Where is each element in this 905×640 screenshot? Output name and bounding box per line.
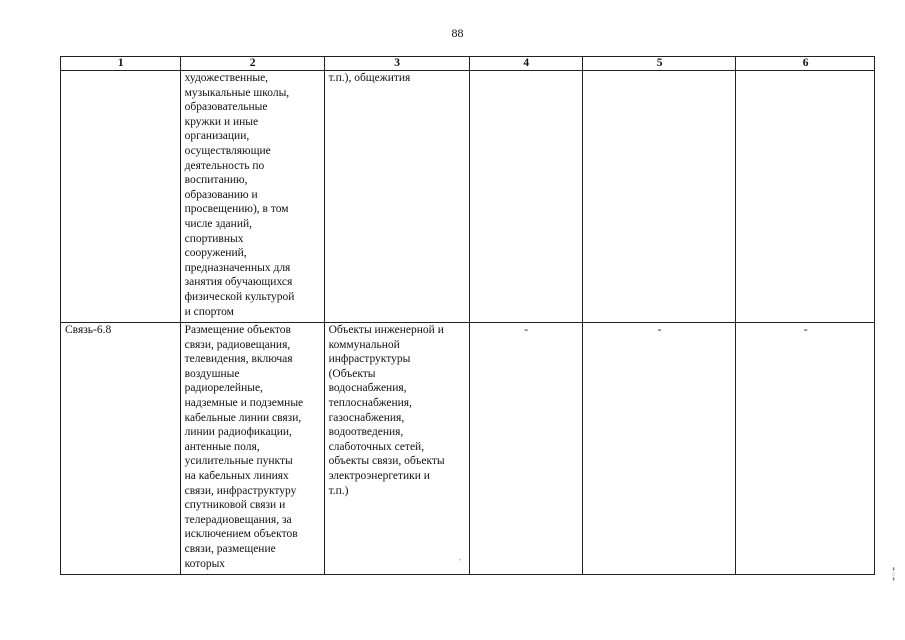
cell-text-line: кабельные линии связи, (184, 411, 302, 424)
scan-edge-mark: ▮▯▮ (891, 566, 896, 581)
cell-text-line: водоснабжения, (328, 382, 407, 395)
cell-text-line: образовательные (184, 101, 268, 114)
cell-text-line: числе зданий, (184, 217, 252, 230)
page-number: 88 (451, 26, 464, 40)
row1-col3-cell (324, 71, 469, 323)
document-table (60, 56, 875, 575)
column-header-4: 4 (469, 57, 582, 71)
row1-col2-cell (180, 71, 324, 323)
row2-col4-cell: - (469, 323, 582, 575)
scan-speck: ˋ (459, 558, 462, 567)
cell-text-line: деятельность по (184, 159, 265, 172)
row1-col4-cell (469, 71, 582, 323)
column-header-3: 3 (324, 57, 469, 71)
cell-text-line: (Объекты (328, 367, 376, 380)
cell-text-line: усилительные пункты (184, 455, 293, 468)
cell-text-line: физической культурой (184, 290, 295, 303)
cell-text-line: т.п.) (328, 484, 349, 497)
cell-text-line: Размещение объектов (184, 324, 291, 336)
cell-text-line: воздушные (184, 367, 240, 380)
cell-text-line: Объекты инженерной и (328, 324, 444, 336)
cell-text-line: надземные и подземные (184, 396, 304, 409)
cell-text-line: кружки и иные (184, 115, 259, 128)
cell-text-line: т.п.), общежития (328, 72, 411, 84)
cell-text-line: слаботочных сетей, (328, 440, 425, 453)
cell-text-line: газоснабжения, (328, 411, 405, 424)
cell-text-line: исключением объектов (184, 528, 298, 541)
row1-col6-cell (736, 71, 875, 323)
cell-text-line: инфраструктуры (328, 353, 411, 366)
row2-col2-cell (180, 323, 324, 575)
cell-text-line: художественные, (184, 72, 269, 84)
cell-text-line: музыкальные школы, (184, 86, 290, 99)
cell-text-line: спортивных (184, 232, 244, 245)
cell-text-line: телерадиовещания, за (184, 513, 292, 526)
cell-text-line: воспитанию, (184, 174, 248, 187)
column-header-5: 5 (582, 57, 735, 71)
table-row (61, 71, 875, 323)
cell-text-line: занятия обучающихся (184, 276, 293, 289)
cell-text-line: и спортом (184, 305, 234, 318)
cell-text-line: спутниковой связи и (184, 499, 286, 512)
row1-col5-cell (582, 71, 735, 323)
cell-text-line: осуществляющие (184, 144, 271, 157)
cell-text-line: электроэнергетики и (328, 469, 430, 482)
cell-text-line: связи, размещение (184, 542, 276, 555)
cell-text-line: линии радиофикации, (184, 426, 292, 439)
cell-text-line: образованию и (184, 188, 258, 201)
column-header-1: 1 (61, 57, 181, 71)
cell-text-line: связи, инфраструктуру (184, 484, 297, 497)
table-row (61, 323, 875, 575)
cell-text-line: телевидения, включая (184, 353, 293, 366)
row2-col5-cell: - (582, 323, 735, 575)
column-header-6: 6 (736, 57, 875, 71)
cell-text-line: просвещению), в том (184, 203, 289, 216)
row2-col6-cell: - (736, 323, 875, 575)
cell-text-line: Связь-6.8 (65, 324, 112, 336)
cell-text-line: коммунальной (328, 338, 400, 351)
cell-text-line: объекты связи, объекты (328, 455, 445, 468)
cell-text-line: водоотведения, (328, 426, 404, 439)
row2-col3-cell (324, 323, 469, 575)
cell-text-line: антенные поля, (184, 440, 260, 453)
cell-text-line: на кабельных линиях (184, 469, 289, 482)
cell-text-line: сооружений, (184, 247, 247, 260)
column-header-2: 2 (180, 57, 324, 71)
cell-text-line: связи, радиовещания, (184, 338, 291, 351)
row1-col1-cell (61, 71, 181, 323)
cell-text-line: организации, (184, 130, 250, 143)
table-header-row (61, 57, 875, 71)
cell-text-line: предназначенных для (184, 261, 291, 274)
cell-text-line: радиорелейные, (184, 382, 263, 395)
cell-text-line: которых (184, 557, 226, 570)
cell-text-line: теплоснабжения, (328, 396, 412, 409)
row2-col1-cell (61, 323, 181, 575)
